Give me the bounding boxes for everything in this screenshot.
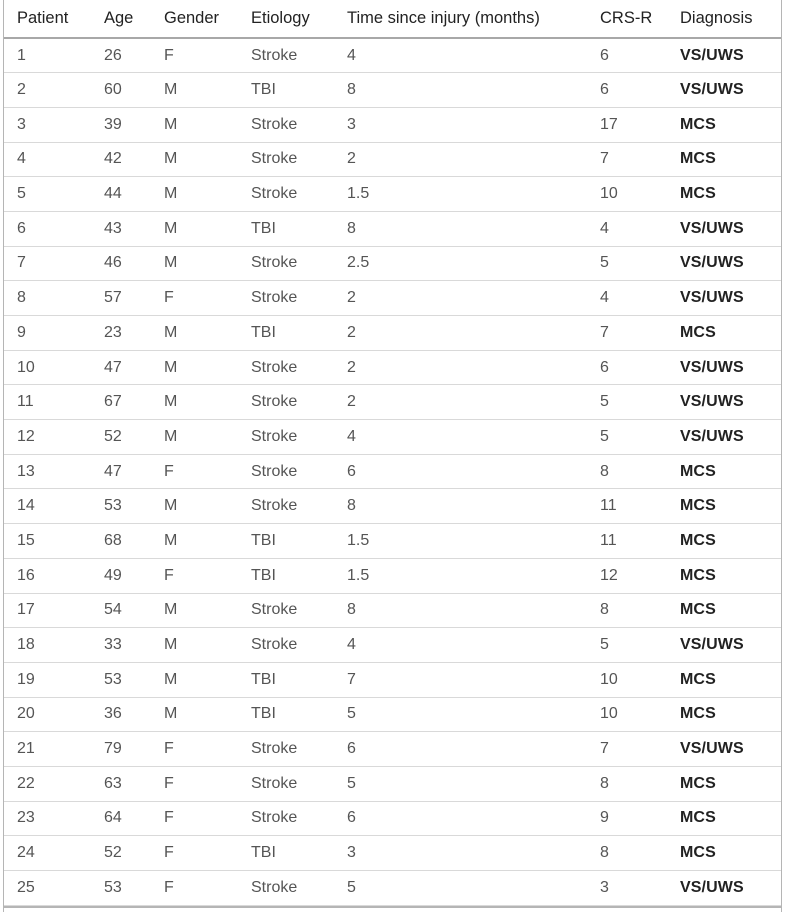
- cell-age: 53: [91, 662, 151, 697]
- cell-gender: M: [151, 628, 238, 663]
- cell-time-since-injury: 4: [334, 420, 587, 455]
- cell-gender: M: [151, 107, 238, 142]
- table-row: [4, 454, 781, 489]
- cell-patient: 23: [4, 801, 91, 836]
- table-row: [4, 350, 781, 385]
- cell-time-since-injury: 2: [334, 281, 587, 316]
- table-row: [4, 871, 781, 906]
- cell-patient: 16: [4, 558, 91, 593]
- cell-diagnosis: MCS: [667, 316, 781, 351]
- cell-diagnosis: VS/UWS: [667, 211, 781, 246]
- cell-age: 54: [91, 593, 151, 628]
- cell-time-since-injury: 4: [334, 38, 587, 73]
- cell-gender: F: [151, 281, 238, 316]
- cell-patient: 13: [4, 454, 91, 489]
- cell-diagnosis: MCS: [667, 107, 781, 142]
- cell-etiology: Stroke: [238, 350, 334, 385]
- cell-gender: M: [151, 350, 238, 385]
- cell-crs-r: 4: [587, 281, 667, 316]
- cell-diagnosis: MCS: [667, 524, 781, 559]
- table-row: [4, 211, 781, 246]
- cell-age: 64: [91, 801, 151, 836]
- cell-time-since-injury: 3: [334, 836, 587, 871]
- cell-diagnosis: MCS: [667, 836, 781, 871]
- cell-age: 53: [91, 489, 151, 524]
- column-header-patient: Patient: [4, 0, 91, 38]
- cell-age: 44: [91, 177, 151, 212]
- cell-time-since-injury: 7: [334, 662, 587, 697]
- cell-crs-r: 10: [587, 697, 667, 732]
- cell-crs-r: 6: [587, 38, 667, 73]
- cell-diagnosis: MCS: [667, 801, 781, 836]
- cell-crs-r: 5: [587, 420, 667, 455]
- cell-time-since-injury: 2: [334, 316, 587, 351]
- cell-patient: 20: [4, 697, 91, 732]
- column-header-etiology: Etiology: [238, 0, 334, 38]
- table-row: [4, 697, 781, 732]
- cell-patient: 11: [4, 385, 91, 420]
- table-row: [4, 732, 781, 767]
- cell-crs-r: 8: [587, 836, 667, 871]
- cell-patient: 12: [4, 420, 91, 455]
- cell-etiology: Stroke: [238, 454, 334, 489]
- cell-gender: M: [151, 489, 238, 524]
- cell-gender: F: [151, 801, 238, 836]
- cell-time-since-injury: 5: [334, 871, 587, 906]
- cell-time-since-injury: 6: [334, 801, 587, 836]
- table-row: [4, 801, 781, 836]
- table-row: [4, 662, 781, 697]
- cell-crs-r: 17: [587, 107, 667, 142]
- cell-etiology: Stroke: [238, 107, 334, 142]
- cell-gender: F: [151, 871, 238, 906]
- cell-time-since-injury: 6: [334, 732, 587, 767]
- cell-time-since-injury: 3: [334, 107, 587, 142]
- cell-diagnosis: VS/UWS: [667, 732, 781, 767]
- cell-gender: M: [151, 420, 238, 455]
- cell-patient: 6: [4, 211, 91, 246]
- cell-gender: M: [151, 142, 238, 177]
- cell-crs-r: 8: [587, 454, 667, 489]
- cell-patient: 25: [4, 871, 91, 906]
- cell-diagnosis: MCS: [667, 454, 781, 489]
- cell-time-since-injury: 5: [334, 697, 587, 732]
- column-header-diagnosis: Diagnosis: [667, 0, 781, 38]
- cell-patient: 21: [4, 732, 91, 767]
- cell-etiology: Stroke: [238, 177, 334, 212]
- cell-age: 53: [91, 871, 151, 906]
- cell-diagnosis: VS/UWS: [667, 281, 781, 316]
- cell-diagnosis: VS/UWS: [667, 420, 781, 455]
- cell-gender: M: [151, 211, 238, 246]
- table-row: [4, 281, 781, 316]
- cell-patient: 9: [4, 316, 91, 351]
- table-row: [4, 628, 781, 663]
- demographics-table: [4, 0, 781, 906]
- cell-crs-r: 11: [587, 524, 667, 559]
- cell-patient: 19: [4, 662, 91, 697]
- cell-patient: 3: [4, 107, 91, 142]
- cell-gender: F: [151, 38, 238, 73]
- cell-crs-r: 8: [587, 766, 667, 801]
- cell-age: 23: [91, 316, 151, 351]
- cell-crs-r: 6: [587, 350, 667, 385]
- table-bottom-border: [3, 906, 782, 908]
- column-header-crs-r: CRS-R: [587, 0, 667, 38]
- cell-age: 39: [91, 107, 151, 142]
- table-body: [4, 38, 781, 905]
- table-row: [4, 73, 781, 108]
- cell-age: 63: [91, 766, 151, 801]
- cell-gender: M: [151, 524, 238, 559]
- cell-time-since-injury: 6: [334, 454, 587, 489]
- table-row: [4, 107, 781, 142]
- table-row: [4, 489, 781, 524]
- cell-crs-r: 7: [587, 316, 667, 351]
- cell-gender: M: [151, 385, 238, 420]
- cell-diagnosis: MCS: [667, 558, 781, 593]
- cell-age: 68: [91, 524, 151, 559]
- table-row: [4, 766, 781, 801]
- cell-time-since-injury: 8: [334, 593, 587, 628]
- cell-diagnosis: VS/UWS: [667, 385, 781, 420]
- cell-etiology: Stroke: [238, 38, 334, 73]
- cell-crs-r: 5: [587, 628, 667, 663]
- cell-diagnosis: MCS: [667, 489, 781, 524]
- cell-time-since-injury: 5: [334, 766, 587, 801]
- cell-gender: M: [151, 177, 238, 212]
- cell-gender: M: [151, 246, 238, 281]
- cell-patient: 17: [4, 593, 91, 628]
- cell-patient: 22: [4, 766, 91, 801]
- cell-crs-r: 11: [587, 489, 667, 524]
- cell-age: 47: [91, 350, 151, 385]
- cell-time-since-injury: 2.5: [334, 246, 587, 281]
- cell-diagnosis: MCS: [667, 662, 781, 697]
- cell-time-since-injury: 1.5: [334, 177, 587, 212]
- cell-age: 33: [91, 628, 151, 663]
- column-header-time-since-injury: Time since injury (months): [334, 0, 587, 38]
- cell-patient: 7: [4, 246, 91, 281]
- cell-crs-r: 5: [587, 246, 667, 281]
- cell-etiology: Stroke: [238, 420, 334, 455]
- cell-time-since-injury: 2: [334, 385, 587, 420]
- cell-crs-r: 8: [587, 593, 667, 628]
- cell-time-since-injury: 8: [334, 211, 587, 246]
- cell-etiology: TBI: [238, 73, 334, 108]
- cell-diagnosis: VS/UWS: [667, 628, 781, 663]
- cell-etiology: Stroke: [238, 385, 334, 420]
- cell-diagnosis: MCS: [667, 697, 781, 732]
- table-row: [4, 142, 781, 177]
- cell-crs-r: 7: [587, 142, 667, 177]
- cell-patient: 24: [4, 836, 91, 871]
- cell-age: 46: [91, 246, 151, 281]
- cell-patient: 5: [4, 177, 91, 212]
- cell-gender: F: [151, 454, 238, 489]
- cell-diagnosis: VS/UWS: [667, 38, 781, 73]
- table-row: [4, 593, 781, 628]
- cell-crs-r: 12: [587, 558, 667, 593]
- demographics-table-container: [3, 0, 782, 912]
- table-row: [4, 836, 781, 871]
- cell-gender: M: [151, 697, 238, 732]
- cell-time-since-injury: 8: [334, 73, 587, 108]
- cell-patient: 1: [4, 38, 91, 73]
- cell-diagnosis: MCS: [667, 177, 781, 212]
- table-row: [4, 420, 781, 455]
- cell-etiology: Stroke: [238, 628, 334, 663]
- cell-age: 79: [91, 732, 151, 767]
- cell-etiology: Stroke: [238, 871, 334, 906]
- cell-crs-r: 10: [587, 177, 667, 212]
- cell-etiology: TBI: [238, 836, 334, 871]
- table-header: [4, 0, 781, 38]
- cell-diagnosis: MCS: [667, 766, 781, 801]
- cell-gender: F: [151, 732, 238, 767]
- cell-diagnosis: VS/UWS: [667, 246, 781, 281]
- header-row: [4, 0, 781, 38]
- table-row: [4, 558, 781, 593]
- cell-diagnosis: MCS: [667, 593, 781, 628]
- cell-gender: M: [151, 73, 238, 108]
- cell-age: 67: [91, 385, 151, 420]
- cell-diagnosis: VS/UWS: [667, 871, 781, 906]
- table-row: [4, 177, 781, 212]
- cell-crs-r: 4: [587, 211, 667, 246]
- cell-gender: M: [151, 316, 238, 351]
- cell-etiology: TBI: [238, 558, 334, 593]
- cell-time-since-injury: 1.5: [334, 558, 587, 593]
- cell-patient: 15: [4, 524, 91, 559]
- cell-age: 49: [91, 558, 151, 593]
- cell-etiology: TBI: [238, 316, 334, 351]
- cell-etiology: Stroke: [238, 766, 334, 801]
- cell-etiology: Stroke: [238, 593, 334, 628]
- cell-etiology: Stroke: [238, 489, 334, 524]
- cell-time-since-injury: 8: [334, 489, 587, 524]
- cell-diagnosis: MCS: [667, 142, 781, 177]
- cell-crs-r: 10: [587, 662, 667, 697]
- cell-time-since-injury: 2: [334, 142, 587, 177]
- cell-gender: F: [151, 558, 238, 593]
- cell-age: 57: [91, 281, 151, 316]
- cell-crs-r: 5: [587, 385, 667, 420]
- cell-crs-r: 6: [587, 73, 667, 108]
- cell-time-since-injury: 1.5: [334, 524, 587, 559]
- cell-patient: 4: [4, 142, 91, 177]
- cell-crs-r: 7: [587, 732, 667, 767]
- cell-etiology: Stroke: [238, 142, 334, 177]
- cell-patient: 10: [4, 350, 91, 385]
- cell-age: 26: [91, 38, 151, 73]
- cell-age: 47: [91, 454, 151, 489]
- cell-etiology: Stroke: [238, 246, 334, 281]
- cell-age: 36: [91, 697, 151, 732]
- cell-time-since-injury: 4: [334, 628, 587, 663]
- cell-diagnosis: VS/UWS: [667, 350, 781, 385]
- cell-age: 60: [91, 73, 151, 108]
- cell-patient: 18: [4, 628, 91, 663]
- table-row: [4, 316, 781, 351]
- table-row: [4, 524, 781, 559]
- table-row: [4, 38, 781, 73]
- cell-etiology: Stroke: [238, 732, 334, 767]
- cell-diagnosis: VS/UWS: [667, 73, 781, 108]
- cell-etiology: TBI: [238, 697, 334, 732]
- cell-etiology: Stroke: [238, 801, 334, 836]
- cell-age: 42: [91, 142, 151, 177]
- cell-age: 52: [91, 420, 151, 455]
- cell-gender: M: [151, 662, 238, 697]
- cell-gender: F: [151, 766, 238, 801]
- cell-patient: 8: [4, 281, 91, 316]
- cell-gender: M: [151, 593, 238, 628]
- column-header-age: Age: [91, 0, 151, 38]
- table-row: [4, 246, 781, 281]
- cell-etiology: TBI: [238, 662, 334, 697]
- cell-time-since-injury: 2: [334, 350, 587, 385]
- column-header-gender: Gender: [151, 0, 238, 38]
- table-row: [4, 385, 781, 420]
- cell-age: 43: [91, 211, 151, 246]
- cell-patient: 2: [4, 73, 91, 108]
- cell-etiology: Stroke: [238, 281, 334, 316]
- cell-etiology: TBI: [238, 211, 334, 246]
- cell-age: 52: [91, 836, 151, 871]
- cell-crs-r: 3: [587, 871, 667, 906]
- cell-gender: F: [151, 836, 238, 871]
- cell-patient: 14: [4, 489, 91, 524]
- cell-etiology: TBI: [238, 524, 334, 559]
- cell-crs-r: 9: [587, 801, 667, 836]
